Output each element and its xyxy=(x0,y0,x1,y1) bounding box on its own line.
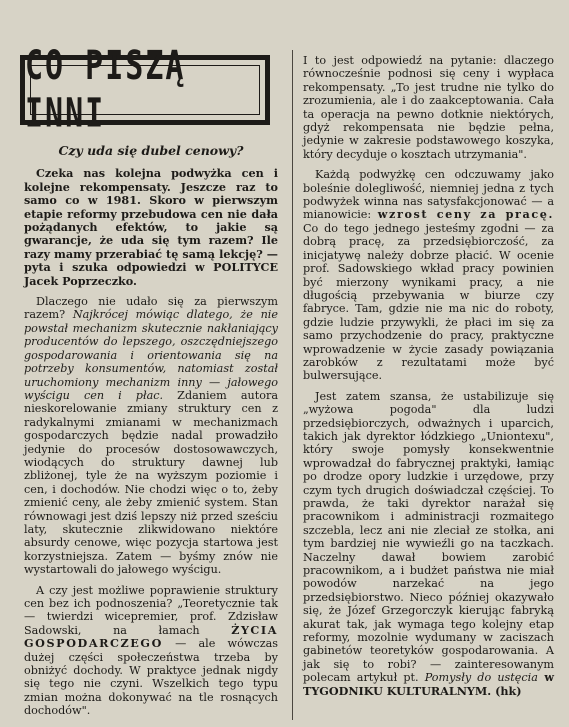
right-p2-emphasis: wzrost ceny za pracę. xyxy=(377,207,554,222)
left-paragraph-1 xyxy=(24,167,278,288)
right-p3-text: Jest zatem szansa, że ustabilizuje się „wyżowa pogoda" dla ludzi przedsiębiorczych, odważnych i uparcich, takich jak dyrektor łódzkiego „Uniontexu", który swoje pomysły konsekwentnie wprowadzał do fabrycznej praktyki, łamiąc po drodze opory ludzkie i urzędowe, przy czym tych drugich doświadczał częściej. To prawda, że taki dyrektor narażał się pracownikom i administracji rozmaitego szczebla, lecz ani nie zleciał ze stołka, ani tym bardziej nie wywieźli go na taczkach. Naczelny dawał bowiem zarobić pracownikom, a i budżet państwa nie miał powodów narzekać na jego przedsiębiorstwo. Nieco później okazywało się, że Józef Grzegorczyk kierując fabryką akurat tak, jak wymaga tego kolejny etap reformy, mozolnie wydumany w zaciszach gabinetów teoretyków gospodarowania. A jak się to robi? — zainteresowanym polecam artykuł pt. xyxy=(303,389,554,685)
column-divider xyxy=(292,50,293,720)
right-p2-lead: Każdą podwyżkę cen odczuwamy jako boleśnie dolegliwość, niemniej jedna z tych podwyżek winna nas satysfakcjonować — a mianowicie: xyxy=(303,168,554,222)
right-p1-text: I to jest odpowiedź na pytanie: dlaczego równocześnie podnosi się ceny i wypłaca rekompensaty. „To jest trudne nie tylko do zrozumienia, ale i do zaakceptowania. Cała ta operacja na pewno dotknie niektórych, gdyż rekompensata nie będzie pełna, jedynie w zakresie podstawowego koszyka, który decyduje o kosztach utrzymania". xyxy=(303,54,554,161)
left-column xyxy=(24,144,278,725)
right-column xyxy=(303,54,554,705)
column-header-box xyxy=(20,42,270,138)
right-p3-tail: w TYGODNIKU KULTURALNYM. (hk) xyxy=(303,670,555,698)
left-p2-lead: Dlaczego nie udało się za pierwszym razem? xyxy=(24,295,278,322)
column-title: CO PISZĄ INNI xyxy=(25,42,186,138)
left-p3-publication: ŻYCIA GOSPODARCZEGO xyxy=(24,622,278,651)
left-p2-italic: Najkrócej mówiąc dlatego, że nie powstał mechanizm skutecznie nakłaniający producentów do lepszego, oszczędniejszego gospodarowania i orientowania się na potrzeby konsumentów, natomiast został uruchomiony mechanizm inny — jałowego wyścigu cen i płac. xyxy=(24,308,279,402)
left-p3-lead: A czy jest możliwe poprawienie struktury cen bez ich podnoszenia? „Teoretycznie tak — twierdzi wicepremier, prof. Zdzisław Sadowski, na łamach xyxy=(24,583,278,637)
left-paragraph-3 xyxy=(24,584,278,718)
left-paragraph-2 xyxy=(24,295,278,577)
right-paragraph-1 xyxy=(303,54,554,161)
right-p3-article-title: Pomysły do ustęcia xyxy=(424,671,538,685)
left-p2-rest: Zdaniem autora nieskorelowanie zmiany struktury cen z radykalnymi zmianami w mechanizmach gospodarczych będzie nadal prowadziło jedynie do procesów dostosowawczych, wiodących do struktury dawnej lub zbliżonej, tyle że na wyższym poziomie i cen, i dochodów. Nie chodzi więc o to, żeby zmienić ceny, ale żeby zmienić system. Stan równowagi jest dziś lepszy niż przed sześciu laty, skutecznie zlikwidowano niektóre absurdy cenowe, więc pozycja startowa jest korzystniejsza. Zatem — byśmy znów nie wystartowali do jałowego wyścigu. xyxy=(24,388,279,577)
right-paragraph-2 xyxy=(303,168,554,383)
right-p2-rest: Co do tego jednego jesteśmy zgodni — za dobrą pracę, za przedsiębiorczość, za inicjatywę należy dobrze płacić. W ocenie prof. Sadowskiego wkład pracy powinien być mierzony wynikami pracy, a nie długością przebywania w biurze czy fabryce. Tam, gdzie nie ma nic do roboty, gdzie ludzie przywykli, że płaci im się za samo przychodzenie do pracy, praktyczne wprowadzenie w życie zasady powiązania zarobków z rezultatami może być bulwersujące. xyxy=(303,221,554,383)
left-p1-text: Czeka nas kolejna podwyżka cen i kolejne rekompensaty. Jeszcze raz to samo co w 1981. Skoro w pierwszym etapie reformy przebudowa cen nie dała pożądanych efektów, to jakie są gwarancje, że uda się tym razem? Ile razy mamy przerabiać tę samą lekcję? — pyta i szuka odpowiedzi w POLITYCE Jacek Poprzeczko. xyxy=(24,166,278,288)
left-p3-rest: — ale wówczas dużej części społeczeństwa trzeba by obniżyć dochody. W praktyce jednak nigdy się tego nie czyni. Wszelkich tego typu zmian można dokonywać na tle rosnących dochodów". xyxy=(24,637,278,718)
right-paragraph-3 xyxy=(303,390,554,698)
article-subhead: Czy uda się dubel cenowy? xyxy=(58,143,244,158)
